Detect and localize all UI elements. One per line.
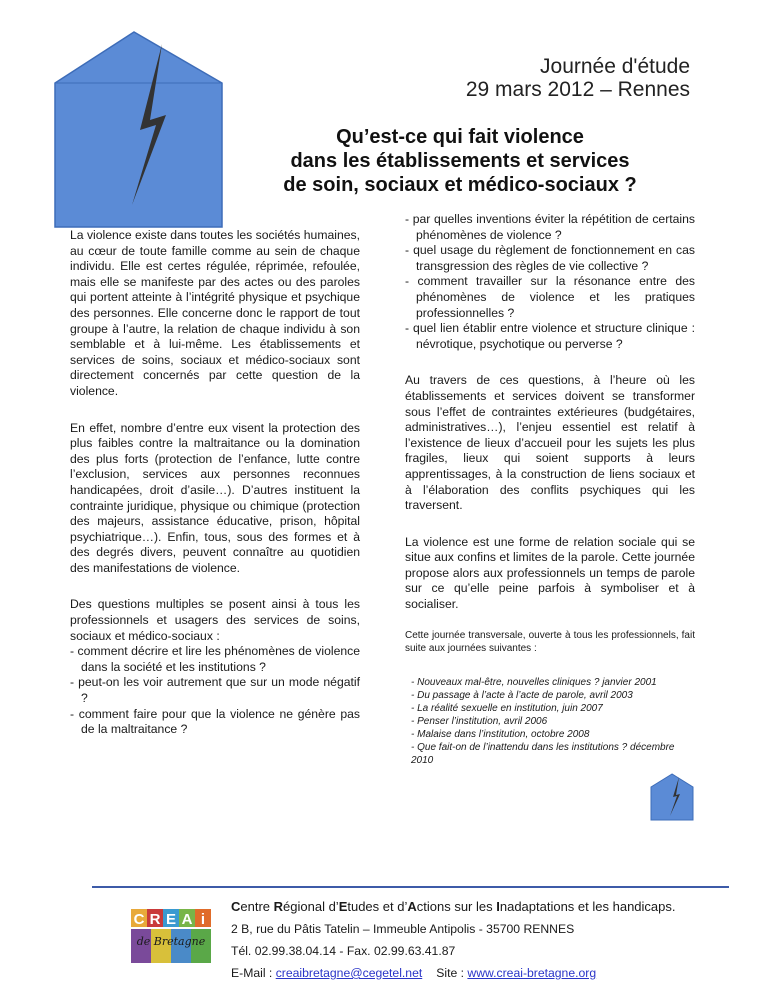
list-item: - Penser l’institution, avril 2006 [411, 715, 548, 727]
email-link[interactable]: creaibretagne@cegetel.net [275, 966, 423, 980]
address: 2 B, rue du Pâtis Tatelin – Immeuble Antipolis - 35700 RENNES [231, 922, 575, 936]
footer-divider [92, 886, 729, 888]
contact-links [231, 962, 676, 984]
list-item: - comment faire pour que la violence ne génère pas de la maltraitance ? [70, 706, 360, 737]
logo-letter: A [181, 911, 193, 928]
list-item: - peut-on les voir autrement que sur un mode négatif ? [70, 675, 360, 706]
list-item: - quel lien établir entre violence et structure clinique : névrotique, psychotique ou perverse ? [405, 321, 695, 351]
title-line-2: dans les établissements et services [290, 150, 630, 172]
org-name: Centre Régional d’Etudes et d’Actions sur les Inadaptations et les handicaps. [231, 899, 676, 914]
phone-fax: Tél. 02.99.38.04.14 - Fax. 02.99.63.41.87 [231, 944, 456, 958]
footer-contact [231, 896, 676, 984]
list-item: - La réalité sexuelle en institution, juin 2007 [411, 702, 603, 714]
left-column [70, 228, 360, 738]
logo-letter: R [149, 911, 161, 928]
creai-logo [131, 907, 213, 965]
website-link[interactable]: www.creai-bretagne.org [467, 966, 597, 980]
series-intro: Cette journée transversale, ouverte à tous les professionnels, fait suite aux journées suivantes : [405, 629, 695, 654]
paragraph-intro: La violence existe dans toutes les sociétés humaines, au cœur de toute famille comme au sein de chaque individu. Elle est certes régulée, réprimée, refoulée, mais elle se manifeste par des actes ou des paroles qui portent atteinte à l’intégrité physique et psychique des personnes. Elle concerne donc le rapport de tout groupe à l’autre, la relation de chaque individu à son semblable et à lui-même. Les établissements et services de soins, sociaux et médico-sociaux sont directement concernés par cette question de la violence. [70, 228, 360, 398]
logo-subtitle: de Bretagne [136, 935, 206, 948]
question-list-left [70, 644, 360, 738]
paragraph-stakes: Au travers de ces questions, à l’heure où les établissements et services doivent se transformer sous l’effet de contraintes extérieures (budgétaires, administratives…), l’enjeu essentiel est relatif à l’existence de lieux d’accueil pour les sujets les plus fragiles, lieux qui soient supports à leurs apprentissages, à la construction de liens sociaux et à l’élaboration des conflits psychiques qui les traversent. [405, 373, 695, 513]
paragraph-protection: En effet, nombre d’entre eux visent la protection des plus faibles contre la maltraitance ou la domination des plus forts (protection de l’enfance, lutte contre l’exclusion, services aux personnes reconnues handicapées, droit d’asile…). D’autres instituent la contrainte juridique, physique ou chimique (protection des majeurs, assistance éducative, prison, hôpital psychiatrique…). Enfin, tous, sous des formes et à des degrés divers, peuvent connaître au quotidien des manifestations de violence. [70, 420, 360, 575]
email-label: E-Mail : [231, 966, 276, 980]
list-item: - comment travailler sur la résonance entre des phénomènes de violence et les pratiques professionnelles ? [405, 274, 695, 320]
site-label: Site : [436, 966, 468, 980]
title-line-1: Qu’est-ce qui fait violence [336, 126, 584, 148]
logo-letter: i [200, 911, 206, 928]
logo-letter: C [133, 911, 145, 928]
list-item: - Du passage à l’acte à l’acte de parole, avril 2003 [411, 689, 633, 701]
event-title: Journée d'étude [540, 55, 690, 78]
list-item: - quel usage du règlement de fonctionnement en cas transgression des règles de vie collective ? [405, 243, 695, 273]
event-date: 29 mars 2012 – Rennes [465, 78, 690, 101]
list-item: - Nouveaux mal-être, nouvelles cliniques ? janvier 2001 [411, 676, 657, 688]
title-line-3: de soin, sociaux et médico-sociaux ? [283, 174, 637, 196]
right-column [405, 212, 695, 767]
paragraph-questions: Des questions multiples se posent ainsi à tous les professionnels et usagers des services de soins, sociaux et médico-sociaux : [70, 597, 360, 643]
page-title [240, 125, 680, 197]
list-item: - par quelles inventions éviter la répétition de certains phénomènes de violence ? [405, 212, 695, 242]
question-list-right [405, 212, 695, 352]
list-item: - Que fait-on de l’inattendu dans les institutions ? décembre 2010 [411, 741, 675, 766]
previous-days-list [405, 676, 695, 767]
house-lightning-logo [52, 30, 227, 230]
logo-letter: E [165, 911, 177, 928]
list-item: - Malaise dans l’institution, octobre 2008 [411, 728, 590, 740]
list-item: - comment décrire et lire les phénomènes de violence dans la société et les institutions ? [70, 644, 360, 674]
small-house-lightning-icon [650, 773, 694, 821]
paragraph-proposal: La violence est une forme de relation sociale qui se situe aux confins et limites de la parole. Cette journée propose alors aux professionnels un temps de parole sur ce qu’elle peine parfois à symboliser et à socialiser. [405, 534, 695, 612]
